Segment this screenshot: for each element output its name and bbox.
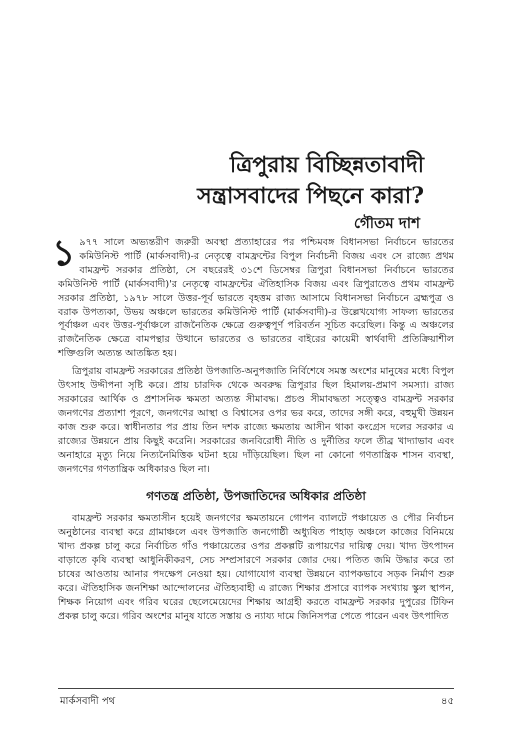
paragraph-3: বামফ্রন্ট সরকার ক্ষমতাসীন হয়েই জনগণের ক্ষমতায়নে গোপন ব্যালটে পঞ্চায়েত ও পৌর নির্বাচন অনুষ্ঠানের ব্যবস্থা করে গ্রামাঞ্চলে এবং উপজাতি জনগোষ্ঠী অধ্যুষিত পাহাড় অঞ্চলে কাজের বিনিময়ে খাদ্য প্রকল্প চালু করে নির্বাচিত গাঁও পঞ্চায়েতের ওপর প্রকল্পটি রূপায়ণের দায়িত্ব দেয়। খাদ্য উৎপাদন বাড়াতে কৃষি ব্যবস্থা আধুনিকীকরণ, সেচ সম্প্রসারণে সরকার জোর দেয়। পতিত জমি উদ্ধার করে তা চাষের আওতায় আনার পদক্ষেপ নেওয়া হয়। যোগাযোগ ব্যবস্থা উন্নয়নে ব্যাপকভাবে সড়ক নির্মাণ শুরু করে। ঐতিহাসিক জনশিক্ষা আন্দোলনের ঐতিহ্যবাহী এ রাজ্যে শিক্ষার প্রসারে ব্যাপক সংখ্যায় স্কুল স্থাপন, শিক্ষক নিয়োগ এবং গরিব ঘরের ছেলেমেয়েদের শিক্ষায় আগ্রহী করতে বামফ্রন্ট সরকার দুপুরের টিফিন প্রকল্প চালু করে। গরিব অংশের মানুষ যাতে সস্তায় ও ন্যায্য দামে জিনিসপত্র পেতে পারেন এবং উৎপাদিত xyxy=(58,513,454,622)
paragraph-1 xyxy=(52,232,454,361)
section-heading: গণতন্ত্র প্রতিষ্ঠা, উপজাতিদের অধিকার প্রতিষ্ঠা xyxy=(146,489,366,504)
footer-divider xyxy=(58,688,454,689)
footer-page-number: ৪৫ xyxy=(441,696,454,707)
article-author: গৌতম দাশ xyxy=(353,214,420,232)
paragraph-2: ত্রিপুরায় বামফ্রন্ট সরকারের প্রতিষ্ঠা উপজাতি-অনুপজাতি নির্বিশেষে সমস্ত অংশের মানুষের মধ্যে বিপুল উৎসাহ উদ্দীপনা সৃষ্টি করে। প্রায় চারদিক থেকে অবরুদ্ধ ত্রিপুরার ছিল হিমালয়-প্রমাণ সমস্যা। রাজ্য সরকারের আর্থিক ও প্রশাসনিক ক্ষমতা অত্যন্ত সীমাবদ্ধ। প্রচণ্ড সীমাবদ্ধতা সত্ত্বেও বামফ্রন্ট সরকার জনগণের প্রত্যাশা পূরণে, জনগণের আস্থা ও বিশ্বাসের ওপর ভর করে, তাদের সঙ্গী করে, বহুমুখী উন্নয়ন কাজ শুরু করে। স্বাধীনতার পর প্রায় তিন দশক রাজ্যে ক্ষমতায় আসীন থাকা কংগ্রেস দলের সরকার এ রাজ্যের উন্নয়নে প্রায় কিছুই করেনি। সরকারের জনবিরোধী নীতি ও দুর্নীতির ফলে তীব্র খাদ্যাভাব এবং অনাহারে মৃত্যু নিয়ে নিত্যনৈমিত্তিক ঘটনা হয়ে দাঁড়িয়েছিল। ছিল না কোনো গণতান্ত্রিক শাসন ব্যবস্থা, জনগণের গণতান্ত্রিক অধিকারও ছিল না। xyxy=(58,366,454,475)
article-title: ত্রিপুরায় বিচ্ছিন্নতাবাদী সন্ত্রাসবাদের পিছনে কারা? xyxy=(197,152,424,209)
article-body xyxy=(52,232,454,628)
paragraph-1-text: ৯৭৭ সালে অভ্যন্তরীণ জরুরী অবস্থা প্রত্যাহারের পর পশ্চিমবঙ্গ বিধানসভা নির্বাচনে ভারতের কমিউনিস্ট পার্টি (মার্কসবাদী)-র নেতৃত্বে বামফ্রন্টের বিপুল নির্বাচনী বিজয় এবং সে রাজ্যে প্রথম বামফ্রন্ট সরকার প্রতিষ্ঠা, সে বছরেরই ৩১শে ডিসেম্বর ত্রিপুরা বিধানসভা নির্বাচনে ভারতের কমিউনিস্ট পার্টি (মার্কসবাদী)'র নেতৃত্বে বামফ্রন্টের ঐতিহাসিক বিজয় এবং ত্রিপুরাতেও প্রথম বামফ্রন্ট সরকার প্রতিষ্ঠা, ১৯৭৮ সালে উত্তর-পূর্ব ভারতে বৃহত্তম রাজ্য আসামে বিধানসভা নির্বাচনে ব্রহ্মপুত্র ও বরাক উপত্যকা, উভয় অঞ্চলে ভারতের কমিউনিস্ট পার্টি (মার্কসবাদী)-র উল্লেখযোগ্য সাফল্য ভারতের পূর্বাঞ্চল এবং উত্তর-পূর্বাঞ্চলে রাজনৈতিক ক্ষেত্রে গুরুত্বপূর্ণ পরিবর্তন সূচিত করেছিল। কিন্তু এ অঞ্চলের রাজনৈতিক ক্ষেত্রে বামপন্থার উত্থানে ভারতের ও ভারতের বাইরের কায়েমী স্বার্থবাদী প্রতিক্রিয়াশীল শক্তিগুলি অত্যন্ত আতঙ্কিত হয়। xyxy=(58,237,454,360)
drop-cap: ১ xyxy=(52,232,76,274)
footer-publication: মার্কসবাদী পথ xyxy=(60,696,116,707)
